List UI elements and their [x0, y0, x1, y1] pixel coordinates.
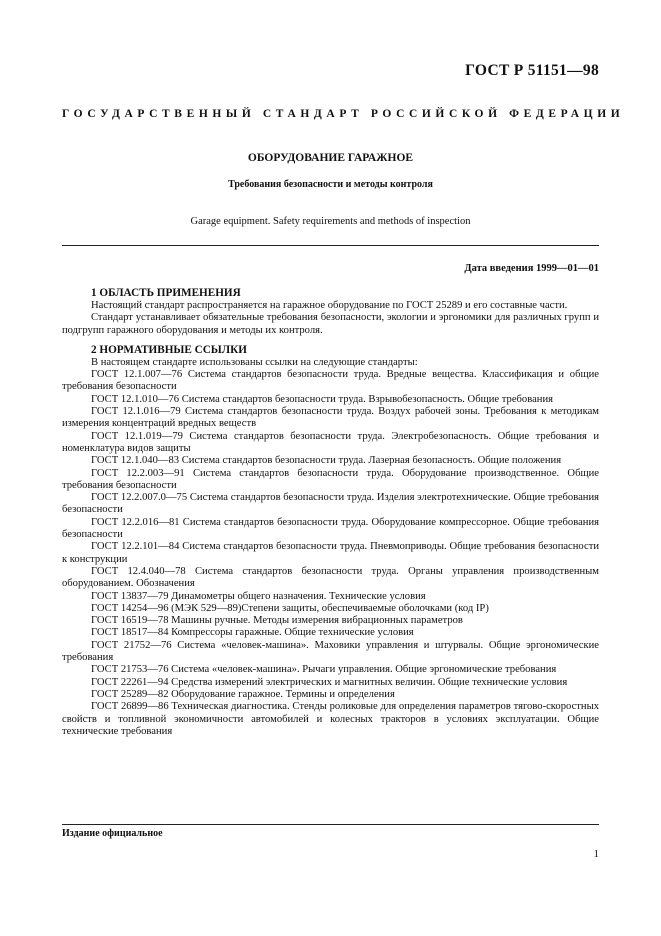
edition-label: Издание официальное	[62, 828, 163, 839]
document-title: ОБОРУДОВАНИЕ ГАРАЖНОЕ	[247, 152, 414, 164]
paragraph: Стандарт устанавливает обязательные требования безопасности, экологии и эргономики для различных групп и подгрупп гаражного оборудования и методы их контроля.	[62, 312, 599, 336]
reference-item: ГОСТ 12.2.003—91 Система стандартов безопасности труда. Оборудование производственное. Общие требования безопасности	[62, 467, 599, 491]
reference-item: ГОСТ 12.1.016—79 Система стандартов безопасности труда. Воздух рабочей зоны. Требования к методикам измерения концентраций вредных веществ	[62, 406, 599, 430]
footer-divider	[62, 824, 599, 825]
reference-item: ГОСТ 12.4.040—78 Система стандартов безопасности труда. Органы управления производственным оборудованием. Обозначения	[62, 565, 599, 590]
reference-item: ГОСТ 14254—96 (МЭК 529—89)Степени защиты, обеспечиваемые оболочками (код IP)	[91, 602, 489, 614]
references-intro: В настоящем стандарте использованы ссылки на следующие стандарты:	[91, 356, 418, 368]
reference-item: ГОСТ 12.1.007—76 Система стандартов безопасности труда. Вредные вещества. Классификация и общие требования безопасности	[62, 369, 599, 393]
references-list	[62, 357, 599, 738]
section-heading: 1 ОБЛАСТЬ ПРИМЕНЕНИЯ	[91, 287, 241, 299]
section-heading: 2 НОРМАТИВНЫЕ ССЫЛКИ	[91, 343, 247, 356]
reference-item: ГОСТ 21752—76 Система «человек-машина». Маховики управления и штурвалы. Общие эргономические требования	[62, 639, 599, 664]
header-divider	[62, 245, 599, 246]
reference-item: ГОСТ 18517—84 Компрессоры гаражные. Общие технические условия	[91, 627, 414, 639]
reference-item: ГОСТ 12.1.040—83 Система стандартов безопасности труда. Лазерная безопасность. Общие положения	[91, 455, 562, 467]
reference-item: ГОСТ 22261—94 Средства измерений электрических и магнитных величин. Общие технические условия	[91, 676, 568, 688]
reference-item: ГОСТ 16519—78 Машины ручные. Методы измерения вибрационных параметров	[91, 615, 463, 627]
paragraph: Настоящий стандарт распространяется на гаражное оборудование по ГОСТ 25289 и его составные части.	[91, 300, 568, 311]
standard-code: ГОСТ Р 51151—98	[465, 62, 599, 79]
document-body	[62, 286, 599, 738]
reference-item: ГОСТ 12.2.007.0—75 Система стандартов безопасности труда. Изделия электротехнические. Общие требования безопасности	[62, 492, 599, 516]
page-number: 1	[593, 848, 599, 860]
reference-item: ГОСТ 25289—82 Оборудование гаражное. Термины и определения	[91, 688, 395, 700]
reference-item: ГОСТ 12.1.019—79 Система стандартов безопасности труда. Электробезопасность. Общие требования и номенклатура видов защиты	[62, 430, 599, 454]
introduction-date: Дата введения 1999—01—01	[464, 263, 599, 274]
reference-item: ГОСТ 12.1.010—76 Система стандартов безопасности труда. Взрывобезопасность. Общие требования	[91, 393, 553, 405]
reference-item: ГОСТ 12.2.016—81 Система стандартов безопасности труда. Оборудование компрессорное. Общие требования безопасности	[62, 516, 599, 541]
state-standard-title: ГОСУДАРСТВЕННЫЙ СТАНДАРТ РОССИЙСКОЙ ФЕДЕРАЦИИ	[62, 108, 625, 120]
english-title: Garage equipment. Safety requirements and methods of inspection	[190, 216, 471, 227]
reference-item: ГОСТ 21753—76 Система «человек-машина». Рычаги управления. Общие эргономические требования	[91, 664, 557, 676]
reference-item: ГОСТ 13837—79 Динамометры общего назначения. Технические условия	[91, 590, 426, 602]
reference-item: ГОСТ 26899—86 Техническая диагностика. Стенды роликовые для определения параметров тягово-скоростных свойств и топливной экономичности автомобилей и колесных тракторов в условиях эксплуатации. Общие технические требования	[62, 701, 599, 737]
document-subtitle: Требования безопасности и методы контроля	[228, 179, 433, 190]
reference-item: ГОСТ 12.2.101—84 Система стандартов безопасности труда. Пневмоприводы. Общие требования безопасности к конструкции	[62, 541, 599, 565]
